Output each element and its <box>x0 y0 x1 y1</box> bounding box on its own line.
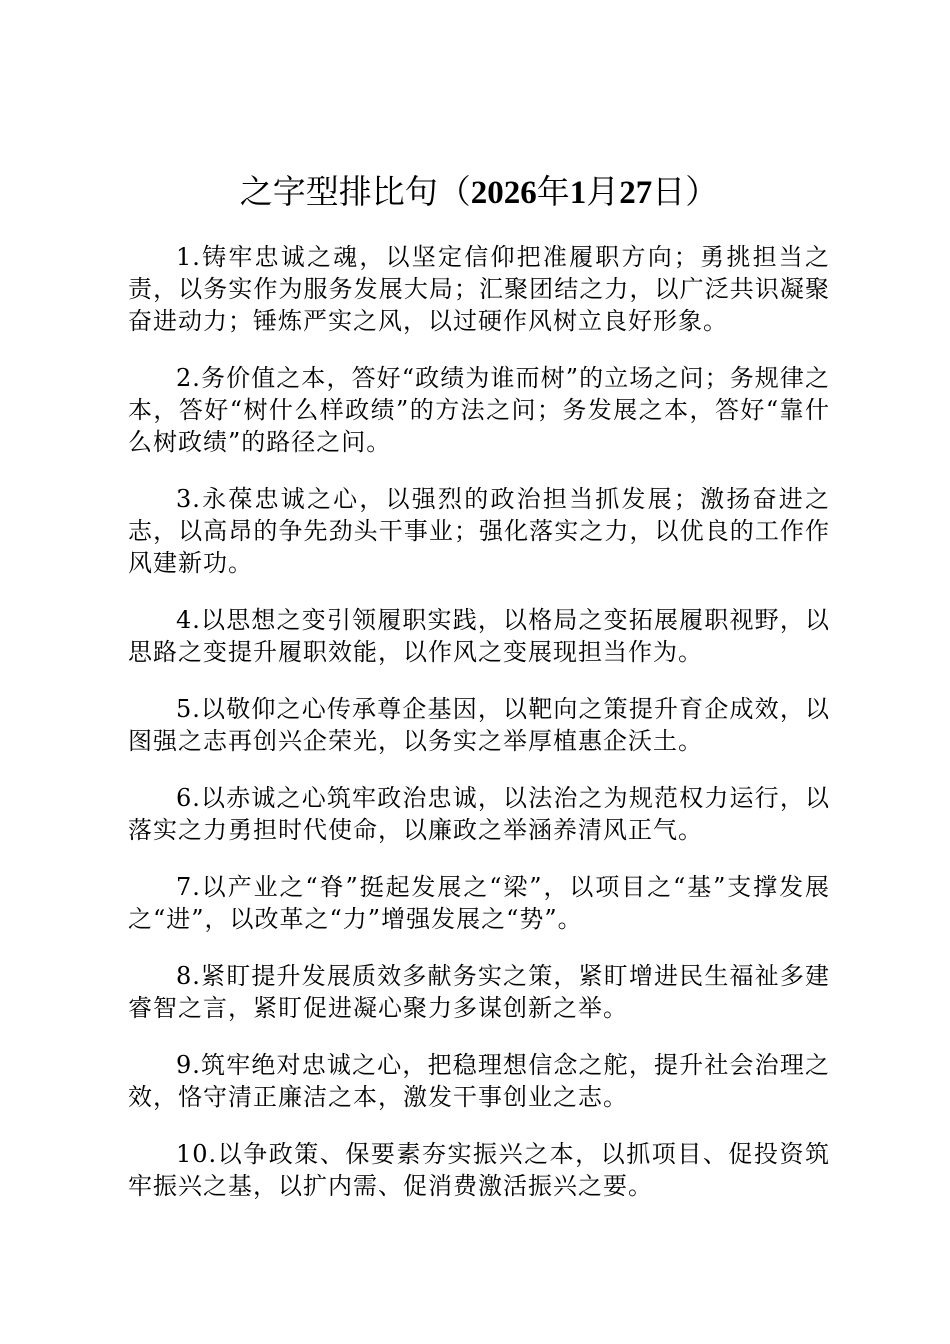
title-month: 1 <box>569 175 587 211</box>
paragraph-3: 3.永葆忠诚之心，以强烈的政治担当抓发展；激扬奋进之志，以高昂的争先劲头干事业；强化落实之力，以优良的工作作风建新功。 <box>128 485 830 577</box>
paragraph-7: 7.以产业之“脊”挺起发展之“梁”，以项目之“基”支撑发展之“进”，以改革之“力”增强发展之“势”。 <box>128 873 830 933</box>
page-title <box>128 170 830 215</box>
title-text: 之字型排比句（ <box>239 172 471 211</box>
title-year: 2026 <box>470 175 537 211</box>
paragraph-9: 9.筑牢绝对忠诚之心，把稳理想信念之舵，提升社会治理之效，恪守清正廉洁之本，激发干事创业之志。 <box>128 1051 830 1111</box>
title-month-unit: 月 <box>586 172 620 211</box>
title-day: 27 <box>619 175 653 211</box>
title-day-unit: 日） <box>652 172 719 211</box>
paragraph-1: 1.铸牢忠诚之魂，以坚定信仰把准履职方向；勇挑担当之责，以务实作为服务发展大局；汇聚团结之力，以广泛共识凝聚奋进动力；锤炼严实之风，以过硬作风树立良好形象。 <box>128 243 830 335</box>
paragraph-8: 8.紧盯提升发展质效多献务实之策，紧盯增进民生福祉多建睿智之言，紧盯促进凝心聚力多谋创新之举。 <box>128 962 830 1022</box>
paragraph-10: 10.以争政策、保要素夯实振兴之本，以抓项目、促投资筑牢振兴之基，以扩内需、促消费激活振兴之要。 <box>128 1140 830 1200</box>
paragraph-5: 5.以敬仰之心传承尊企基因，以靶向之策提升育企成效，以图强之志再创兴企荣光，以务实之举厚植惠企沃土。 <box>128 695 830 755</box>
paragraph-6: 6.以赤诚之心筑牢政治忠诚，以法治之为规范权力运行，以落实之力勇担时代使命，以廉政之举涵养清风正气。 <box>128 784 830 844</box>
paragraph-2: 2.务价值之本，答好“政绩为谁而树”的立场之问；务规律之本，答好“树什么样政绩”的方法之问；务发展之本，答好“靠什么树政绩”的路径之问。 <box>128 364 830 456</box>
title-year-unit: 年 <box>536 172 570 211</box>
paragraph-4: 4.以思想之变引领履职实践，以格局之变拓展履职视野，以思路之变提升履职效能，以作风之变展现担当作为。 <box>128 606 830 666</box>
